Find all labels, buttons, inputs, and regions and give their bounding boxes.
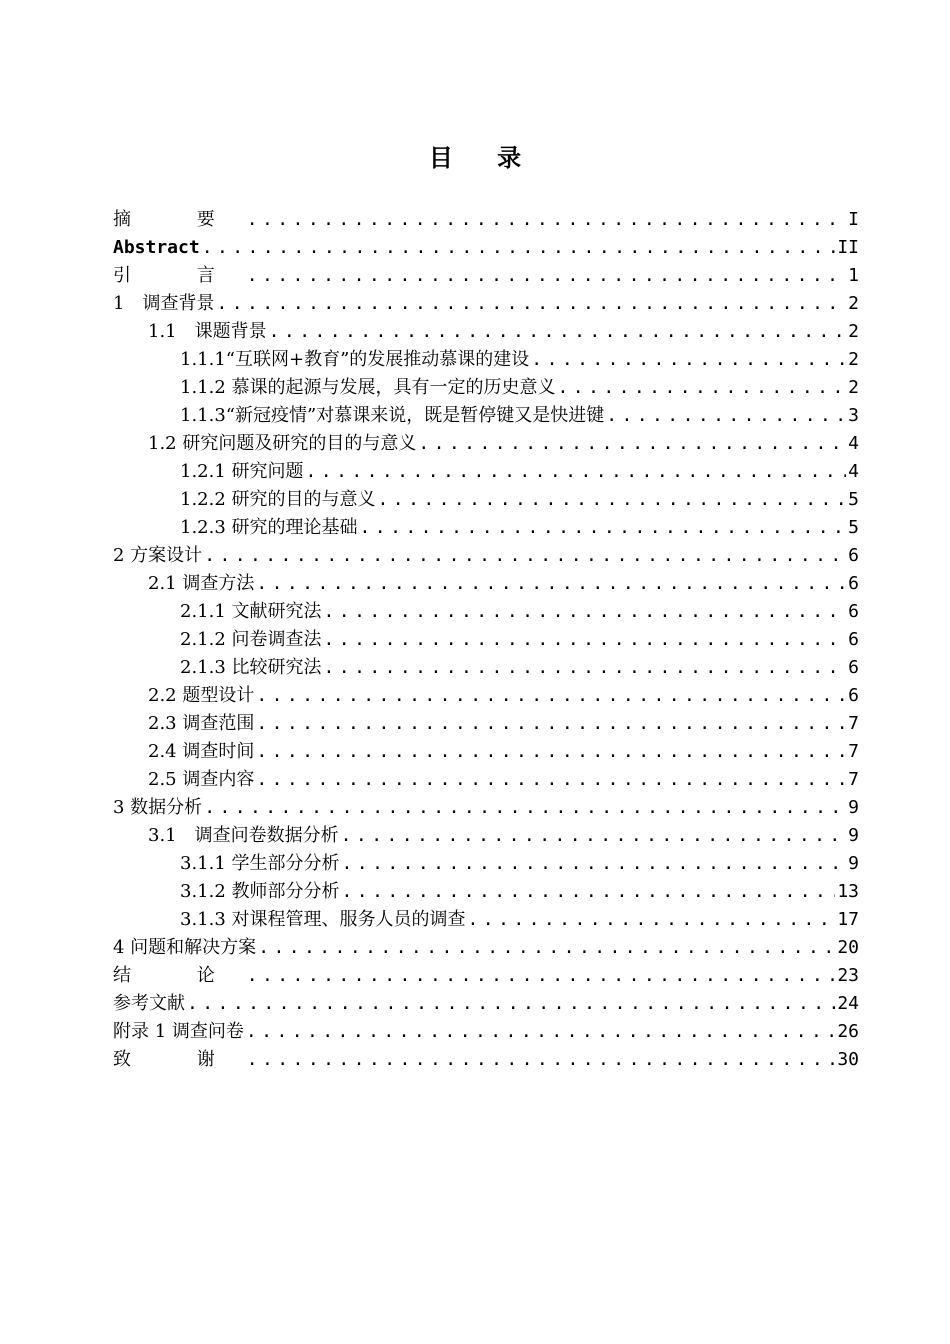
toc-page-number: 4 [848, 433, 859, 454]
toc-entry-label: 摘 要 [113, 209, 245, 230]
toc-leader-dots [246, 1018, 835, 1046]
toc-entry[interactable] [113, 430, 859, 458]
toc-entry[interactable] [113, 822, 859, 850]
toc-entry[interactable] [113, 486, 859, 514]
toc-entry-label: 附录 1 调查问卷 [113, 1021, 244, 1042]
toc-leader-dots [187, 990, 835, 1018]
toc-entry[interactable] [113, 402, 859, 430]
toc-page-number: 7 [848, 769, 859, 790]
toc-page-number: 6 [848, 657, 859, 678]
toc-leader-dots [216, 290, 846, 318]
toc-entry-label: 2.1 调查方法 [148, 573, 255, 594]
toc-entry-label: 1 调查背景 [113, 293, 215, 314]
toc-entry-label: 1.1.1“互联网+教育”的发展推动慕课的建设 [180, 349, 530, 370]
toc-page-number: 3 [848, 405, 859, 426]
toc-leader-dots [341, 822, 847, 850]
toc-leader-dots [324, 626, 847, 654]
toc-entry-label: 3.1.1 学生部分分析 [180, 853, 340, 874]
toc-entry-label: 参考文献 [113, 993, 185, 1014]
toc-entry-label: 1.2 研究问题及研究的目的与意义 [148, 433, 417, 454]
toc-entry-label: 1.1.3“新冠疫情”对慕课来说，既是暂停键又是快进键 [180, 405, 605, 426]
toc-entry[interactable] [113, 514, 859, 542]
toc-entry-label: 2.1.3 比较研究法 [180, 657, 322, 678]
toc-entry-label: 3.1.3 对课程管理、服务人员的调查 [180, 909, 466, 930]
toc-entry-label: 2.3 调查范围 [148, 713, 255, 734]
toc-entry[interactable] [113, 206, 859, 234]
toc-leader-dots [418, 430, 846, 458]
toc-leader-dots [202, 234, 836, 262]
toc-entry-label: 4 问题和解决方案 [113, 937, 257, 958]
toc-entry[interactable] [113, 850, 859, 878]
toc-page-number: 5 [848, 517, 859, 538]
toc-entry[interactable] [113, 458, 859, 486]
toc-leader-dots [360, 514, 847, 542]
toc-entry[interactable] [113, 766, 859, 794]
toc-leader-dots [468, 906, 836, 934]
toc-entry[interactable] [113, 374, 859, 402]
toc-entry[interactable] [113, 962, 859, 990]
toc-page-number: I [848, 209, 859, 230]
toc-leader-dots [258, 934, 835, 962]
toc-page-number: 13 [837, 881, 859, 902]
toc-page-number: 9 [848, 853, 859, 874]
toc-entry[interactable] [113, 934, 859, 962]
toc-entry[interactable] [113, 234, 859, 262]
toc-entry[interactable] [113, 794, 859, 822]
toc-entry-label: 1.1.2 慕课的起源与发展，具有一定的历史意义 [180, 377, 556, 398]
toc-leader-dots [247, 962, 836, 990]
toc-leader-dots [204, 794, 846, 822]
toc-leader-dots [247, 1046, 836, 1074]
toc-page-number: 6 [848, 629, 859, 650]
toc-page-number: 1 [848, 265, 859, 286]
toc-leader-dots [256, 710, 846, 738]
toc-page-number: 9 [848, 825, 859, 846]
toc-entry[interactable] [113, 626, 859, 654]
toc-leader-dots [256, 570, 846, 598]
toc-leader-dots [324, 654, 847, 682]
toc-leader-dots [342, 878, 836, 906]
toc-page-number: 26 [837, 1021, 859, 1042]
toc-leader-dots [558, 374, 847, 402]
toc-page-number: 17 [837, 909, 859, 930]
toc-entry[interactable] [113, 1018, 859, 1046]
toc-page-number: 7 [848, 741, 859, 762]
toc-list [113, 206, 859, 1074]
toc-leader-dots [269, 318, 847, 346]
toc-entry[interactable] [113, 1046, 859, 1074]
toc-leader-dots [247, 262, 846, 290]
toc-leader-dots [256, 682, 846, 710]
toc-entry[interactable] [113, 290, 859, 318]
toc-entry-label: 2.1.1 文献研究法 [180, 601, 322, 622]
toc-leader-dots [256, 766, 846, 794]
toc-entry-label: 致 谢 [113, 1049, 245, 1070]
toc-leader-dots [204, 542, 846, 570]
toc-page-number: 23 [837, 965, 859, 986]
toc-page-number: 2 [848, 293, 859, 314]
toc-leader-dots [378, 486, 847, 514]
toc-page-number: 6 [848, 573, 859, 594]
toc-entry[interactable] [113, 318, 859, 346]
toc-page-number: 4 [848, 461, 859, 482]
toc-entry[interactable] [113, 682, 859, 710]
toc-leader-dots [247, 206, 846, 234]
toc-entry[interactable] [113, 738, 859, 766]
toc-leader-dots [531, 346, 846, 374]
toc-entry[interactable] [113, 598, 859, 626]
toc-entry[interactable] [113, 346, 859, 374]
toc-page-number: 7 [848, 713, 859, 734]
toc-entry-label: 2.2 题型设计 [148, 685, 255, 706]
toc-entry[interactable] [113, 542, 859, 570]
toc-entry-label: 2 方案设计 [113, 545, 203, 566]
toc-entry-label: 1.1 课题背景 [148, 321, 267, 342]
toc-entry[interactable] [113, 570, 859, 598]
toc-page-number: 30 [837, 1049, 859, 1070]
toc-leader-dots [606, 402, 846, 430]
toc-entry[interactable] [113, 654, 859, 682]
toc-page-number: 24 [837, 993, 859, 1014]
toc-title: 目 录 [428, 144, 540, 172]
toc-entry[interactable] [113, 710, 859, 738]
toc-entry[interactable] [113, 878, 859, 906]
toc-entry-label: 3.1 调查问卷数据分析 [148, 825, 339, 846]
toc-page-number: 6 [848, 601, 859, 622]
toc-entry-label: 1.2.3 研究的理论基础 [180, 517, 358, 538]
toc-page-number: 6 [848, 545, 859, 566]
toc-page-number: 6 [848, 685, 859, 706]
toc-entry-label: 1.2.2 研究的目的与意义 [180, 489, 376, 510]
toc-entry[interactable] [113, 262, 859, 290]
toc-entry-label: Abstract [113, 237, 200, 258]
toc-leader-dots [306, 458, 847, 486]
toc-page-number: 9 [848, 797, 859, 818]
toc-page-number: II [837, 237, 859, 258]
toc-page-number: 20 [837, 937, 859, 958]
toc-entry[interactable] [113, 990, 859, 1018]
toc-entry-label: 2.1.2 问卷调查法 [180, 629, 322, 650]
toc-entry-label: 结 论 [113, 965, 245, 986]
toc-entry-label: 1.2.1 研究问题 [180, 461, 304, 482]
toc-leader-dots [256, 738, 846, 766]
toc-leader-dots [342, 850, 847, 878]
toc-entry[interactable] [113, 906, 859, 934]
toc-entry-label: 引 言 [113, 265, 245, 286]
toc-page-number: 2 [848, 349, 859, 370]
toc-entry-label: 2.5 调查内容 [148, 769, 255, 790]
toc-page-number: 2 [848, 377, 859, 398]
toc-entry-label: 2.4 调查时间 [148, 741, 255, 762]
toc-leader-dots [324, 598, 847, 626]
toc-page-number: 2 [848, 321, 859, 342]
toc-entry-label: 3 数据分析 [113, 797, 203, 818]
toc-page-number: 5 [848, 489, 859, 510]
toc-entry-label: 3.1.2 教师部分分析 [180, 881, 340, 902]
